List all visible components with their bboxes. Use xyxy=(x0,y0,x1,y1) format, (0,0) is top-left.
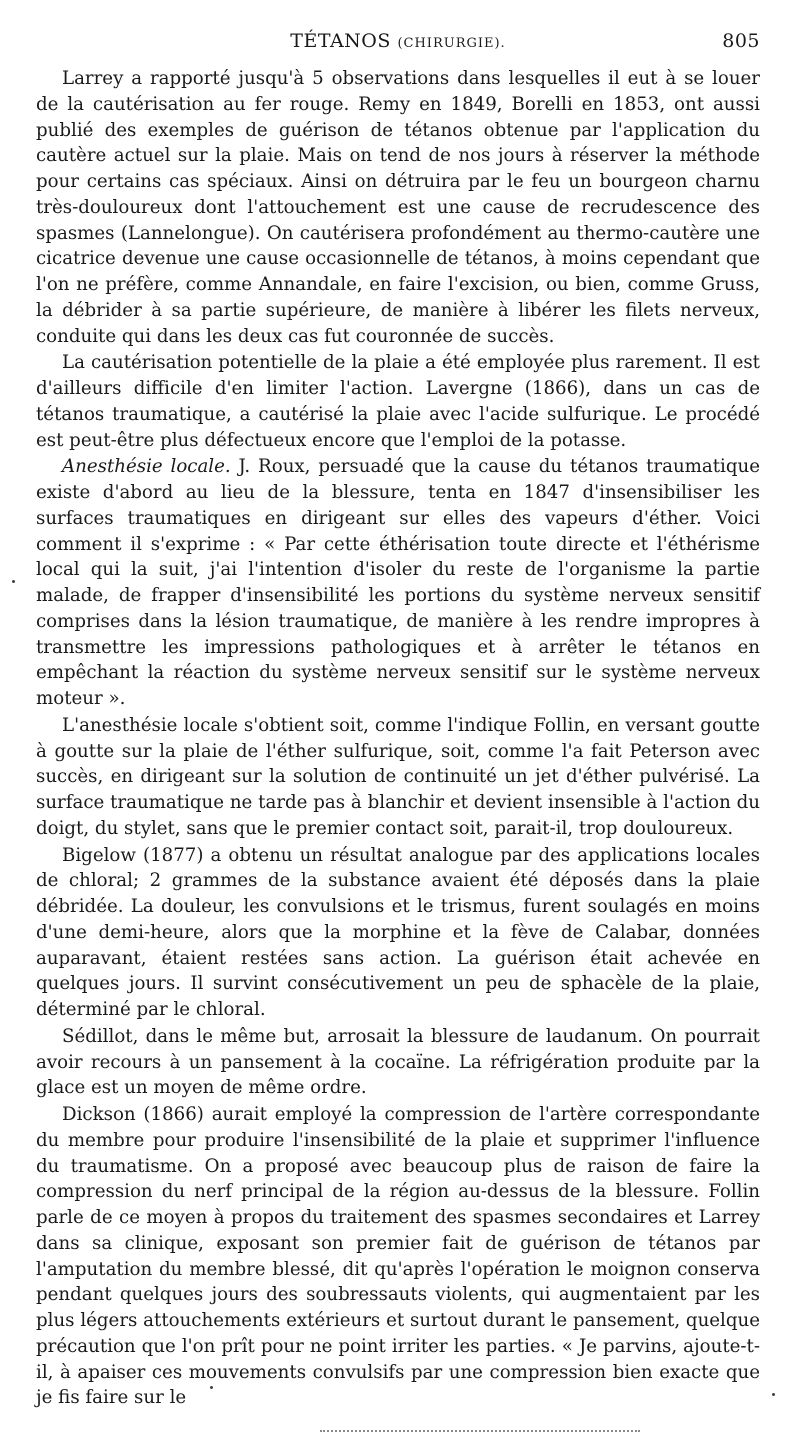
paragraph-text: L'anesthésie locale s'obtient soit, comme l'indique Follin, en versant goutte à goutte sur la plaie de l'éther sulfurique, soit, comme l'a fait Peterson avec succès, en dirigeant sur la solution de continuité un jet d'éther pulvérisé. La surface traumatique ne tarde pas à blanchir et devient insensible à l'action du doigt, du stylet, sans que le premier contact soit, parait-il, trop douloureux. xyxy=(36,714,760,839)
paragraph-cauterisation-potentielle xyxy=(36,350,760,453)
bottom-print-marks xyxy=(320,1430,640,1436)
paragraph-sedillot-laudanum xyxy=(36,1024,760,1101)
paragraph-ether-follin xyxy=(36,713,760,842)
body-text xyxy=(36,66,760,1411)
paragraph-dickson-compression xyxy=(36,1102,760,1411)
running-head xyxy=(36,30,760,58)
running-title-main: TÉTANOS xyxy=(290,30,391,52)
print-speck xyxy=(12,580,15,583)
print-speck xyxy=(210,1386,213,1389)
paragraph-text: Sédillot, dans le même but, arrosait la blessure de laudanum. On pourrait avoir recours à un pansement à la cocaïne. La réfrigération produite par la glace est un moyen de même ordre. xyxy=(36,1025,760,1099)
paragraph-text: Dickson (1866) aurait employé la compression de l'artère correspondante du membre pour produire l'insensibilité de la plaie et supprimer l'influence du traumatisme. On a proposé avec beaucoup plus de raison de faire la compression du nerf principal de la région au-dessus de la blessure. Follin parle de ce moyen à propos du traitement des spasmes secondaires et Larrey dans sa clinique, exposant son premier fait de guérison de tétanos par l'amputation du membre blessé, dit qu'après l'opération le moignon conserva pendant quelques jours des soubressauts violents, qui augmentaient par les plus légers attouchements extérieurs et surtout durant le pansement, quelque précaution que l'on prît pour ne point irriter les parties. « Je parvins, ajoute-t-il, à apaiser ces mouvements convulsifs par une compression bien exacte que je fis faire sur le xyxy=(36,1104,760,1409)
paragraph-cauterisation-fer-rouge xyxy=(36,66,760,349)
running-title xyxy=(36,30,760,52)
page-number: 805 xyxy=(722,30,760,52)
paragraph-text: La cautérisation potentielle de la plaie a été employée plus rarement. Il est d'ailleurs difficile d'en limiter l'action. Lavergne (1866), dans un cas de tétanos traumatique, a cautérisé la plaie avec l'acide sulfurique. Le procédé est peut-être plus défectueux encore que l'emploi de la potasse. xyxy=(36,352,760,451)
paragraph-text: J. Roux, persuadé que la cause du tétanos traumatique existe d'abord au lieu de la blessure, tenta en 1847 d'insensibiliser les surfaces traumatiques en dirigeant sur elles des vapeurs d'éther. Voici comment il s'exprime : « Par cette éthérisation toute directe et l'éthérisme local qui la suit, j'ai l'intention d'isoler du reste de l'organisme la partie malade, de frapper d'insensibilité les portions du système nerveux sensitif comprises dans la lésion traumatique, de manière à les rendre impropres à transmettre les impressions pathologiques et à arrêter le tétanos en empêchant la réaction du système nerveux sensitif sur le système nerveux moteur ». xyxy=(36,456,760,709)
section-lead-italic: Anesthésie locale. xyxy=(62,456,231,478)
running-title-section: (CHIRURGIE). xyxy=(397,36,506,51)
paragraph-anesthesie-locale xyxy=(36,454,760,712)
paragraph-text: Larrey a rapporté jusqu'à 5 observations dans lesquelles il eut à se louer de la cautérisation au fer rouge. Remy en 1849, Borelli en 1853, ont aussi publié des exemples de guérison de tétanos obtenue par l'application du cautère actuel sur la plaie. Mais on tend de nos jours à réserver la méthode pour certains cas spéciaux. Ainsi on détruira par le feu un bourgeon charnu très-douloureux dont l'attouchement est une cause de recrudescence des spasmes (Lannelongue). On cautérisera profondément au thermo-cautère une cicatrice devenue une cause occasionnelle de tétanos, à moins cependant que l'on ne préfère, comme Annandale, en faire l'excision, ou bien, comme Gruss, la débrider à sa partie supérieure, de manière à libérer les filets nerveux, conduite qui dans les deux cas fut couronnée de succès. xyxy=(36,68,760,347)
paragraph-bigelow-chloral xyxy=(36,843,760,1023)
print-speck xyxy=(772,1393,775,1396)
paragraph-text: Bigelow (1877) a obtenu un résultat analogue par des applications locales de chloral; 2 grammes de la substance avaient été déposés dans la plaie débridée. La douleur, les convulsions et le trismus, furent soulagés en moins d'une demi-heure, alors que la morphine et la fève de Calabar, données auparavant, étaient restées sans action. La guérison était achevée en quelques jours. Il survint consécutivement un peu de sphacèle de la plaie, déterminé par le chloral. xyxy=(36,844,760,1020)
